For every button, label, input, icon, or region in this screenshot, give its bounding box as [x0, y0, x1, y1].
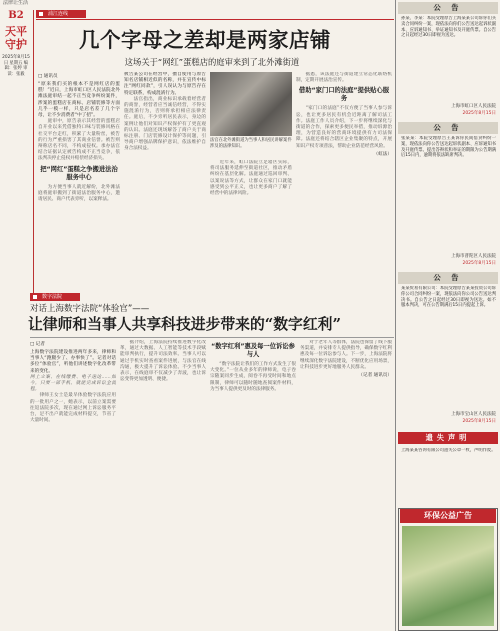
- article1-column-right: [296, 72, 392, 298]
- article2-column-3: [210, 340, 296, 628]
- masthead: [2, 10, 30, 160]
- top-strip: 法律让生活: [3, 0, 29, 6]
- notice-body-3: 某某贸易有限公司：本院受理原告某某投资公司诉你公司合同纠纷一案，现依法向你公司公告送达判决书。自公告之日起经过30日即视为送达。如不服本判决，可在公告期满后15日内提起上诉。: [401, 286, 496, 309]
- notice-header-3: 公 告: [398, 272, 498, 284]
- section-label-digital-court: 数字法院: [30, 293, 80, 301]
- notice-body-1: 孙某、李某：本院受理原告上海某某公司诉你们买卖合同纠纷一案，现依法向你们公告送达起诉状副本、应诉通知书、举证通知书及开庭传票。自公告之日起经过30日即视为送达。: [401, 16, 496, 39]
- notice-signature-1: 上海市虹口区人民法院: [451, 104, 496, 109]
- notice-signature-3: 上海市宝山区人民法院: [451, 412, 496, 417]
- article1-column-center: [210, 160, 292, 298]
- article2-kicker: 对话上海数字法院“体验官”——: [30, 304, 150, 314]
- article2-closing: （记者 通讯员）: [358, 373, 392, 379]
- ad-title: 环保公益广告: [400, 509, 496, 523]
- masthead-date: 2025年8月15日 星期五 编辑：张婷 审读：张毅: [2, 55, 30, 77]
- article1-body-text: “家门口的法庭”不仅方便了当事人参与诉讼，也让更多居民有机会近距离了解司法工作。法庭工作人员介绍，下一步将继续深化与街道的合作，探索更多便民举措，推动诉源治理，为营造良好的营商环境提供有力司法保障。法庭还将结合辖区企业集聚的特点，开展知识产权专项普法，帮助企业防范经营风险。: [296, 106, 392, 149]
- article2-column-2: [120, 340, 206, 628]
- article1-lede-middle: 被告某公司在经营中，擅自使用与原告知名店铺相近似的名称，并在宣传中标注“网红同款”，引人误认为与原告存在特定联系，构成混淆行为。: [124, 72, 206, 96]
- article1-end-note: （虹法）: [373, 151, 392, 157]
- article1-column-left: [38, 72, 120, 298]
- ad-image: [402, 526, 494, 626]
- notice-body-2: 张某某：本院受理原告王某诉你民间借贷纠纷一案，现依法向你公告送达起诉状副本、应诉通知书及开庭传票。提出答辩状和举证的期限为公告期满后15日内，逾期将依法缺席判决。: [401, 136, 496, 159]
- article2-body-text: “数字法院让我们的工作方式发生了很大变化。”一位从业多年的律师说，电子卷宗随案同步生成，阅卷不再受时间和地点限制，律师可以随时随地查阅案件材料，为当事人提供更及时的法律服务。: [210, 362, 296, 392]
- notice-date-2: 2025年8月15日: [462, 261, 496, 266]
- article1-subhead-1: 把“网红”蛋糕之争搬进法治服务中心: [40, 165, 118, 181]
- article2-quote: 网上立案、在线缴费、电子送达……如今，只要一部手机，就能完成诉讼全流程。: [30, 374, 116, 393]
- lost-notice-header: 遗失声明: [398, 432, 498, 444]
- article1-body-text: 近年来，虹口法院立足辖区实际，将司法服务延伸至街道社区，推动矛盾纠纷在基层化解。法庭通过巡回审判、以案说法等方式，让群众在家门口就能感受到公平正义，也让更多商户了解了经营中的法律风险。: [210, 160, 292, 197]
- article2-subhead: “数字红利”惠及每一位诉讼参与人: [211, 343, 295, 358]
- notice-date-3: 2025年8月15日: [462, 419, 496, 424]
- masthead-divider: [33, 10, 34, 300]
- photo-caption: 法官在北外滩街道为当事人和居民讲解案件涉及的法律知识。: [210, 138, 292, 149]
- section-label-lianxian: 浦江连线: [36, 10, 86, 18]
- main-headline: 几个字母之差却是两家店铺: [79, 28, 331, 52]
- article2-body-text: 律师王女士是最早体验数字法院应用的一批用户之一，她表示，以前立案需要往返法院多次，现在通过网上诉讼服务平台，足不出户就能完成材料提交，节省了大量时间。: [30, 393, 116, 424]
- main-subheadline: 这场关于“网红”蛋糕店的庭审来到了北外滩街道: [124, 57, 300, 67]
- article1-body-text: 法官指出，商业标识承载着经营者的商誉，经营者应当诚信经营，不得实施混淆行为，否则将承担相应法律责任。庭后，不少旁听居民表示，身边的案例让他们对知识产权保护有了更直观的认识。法庭还现场解答了商户关于商标注册、门店装修设计保护等问题，引导商户增强品牌保护意识，依法维护自身合法权益。: [124, 96, 206, 152]
- notice-signature-2: 上海市普陀区人民法院: [451, 254, 496, 259]
- page-number: B2: [8, 10, 24, 21]
- article1-lede: “原来我们买的根本不是网红店的蛋糕！”近日，上海市虹口区人民法院北外滩法庭审结一起不正当竞争纠纷案件，涉案的蛋糕店在商标、店铺装修等方面几乎一模一样，只是店名差了几个字母，让不少消费者“中了招”。: [38, 82, 120, 119]
- lost-notice-body: 上海某某咨询有限公司遗失公章一枚，声明作废。: [401, 448, 496, 453]
- article2-body-text: 据介绍，上海法院持续推进数字化改革，通过大数据、人工智能等技术手段赋能审判执行，提升司法效率。当事人可以通过手机实时查看案件进展，与法官在线沟通，极大提升了诉讼体验。不少当事人表示，在线庭审不仅减少了奔波，也让诉讼变得更加透明、便捷。: [120, 340, 206, 383]
- article2-body-text: 对于老年人等群体，法院也保留了线下服务渠道，并安排专人提供指导，确保数字红利惠及每一位诉讼参与人。下一步，上海法院将继续深化数字法院建设，不断优化应用场景，让科技进步更好地服务人民群众。: [300, 340, 392, 370]
- courtroom-photo: [210, 72, 292, 136]
- notice-header-2: 公 告: [398, 122, 498, 134]
- article2-rule: [30, 337, 394, 338]
- article1-body-text: 庭审中，原告表示其经营的蛋糕店自开业以来凭借独特口味与装修风格在社交平台走红，积累了大量粉丝，被告的行为严重损害了其商业信誉。被告则辩称店名不同，不构成侵权。承办法官结合证据认定被告构成不正当竞争，依法判决停止侵权并赔偿经济损失。: [38, 119, 120, 162]
- article1-body-text: 为方便当事人就近解纷，北外滩法庭将庭审搬到了街道法治服务中心，邀请居民、商户代表旁听，以案释法。: [38, 184, 120, 203]
- article2-byline: □ 记者: [30, 342, 45, 347]
- right-column-divider: [395, 0, 396, 631]
- masthead-name: 天平守护: [5, 25, 27, 51]
- article1-byline: □ 通讯员: [38, 74, 58, 79]
- article2-headline: 让律师和当事人共享科技进步带来的“数字红利”: [28, 316, 341, 333]
- article1-body-text: 据悉，该法庭还与街道建立常态化联络机制，定期开展法治宣传。: [296, 72, 392, 84]
- article2-lede: 上海数字法院建设推进两年多来，律师和当事人“跑腿少了、办事快了”。记者对话多位“体验官”，听他们讲述数字化改革带来的变化。: [30, 350, 116, 374]
- section-rule: [36, 19, 394, 20]
- article2-column-1: [30, 340, 116, 628]
- article2-column-4: [300, 340, 392, 628]
- article1-column-middle: [124, 72, 206, 298]
- notice-date-1: 2025年8月15日: [462, 111, 496, 116]
- notice-header-1: 公 告: [398, 2, 498, 14]
- article1-subhead-2: 借助“家门口的法庭”提供贴心服务: [298, 87, 390, 103]
